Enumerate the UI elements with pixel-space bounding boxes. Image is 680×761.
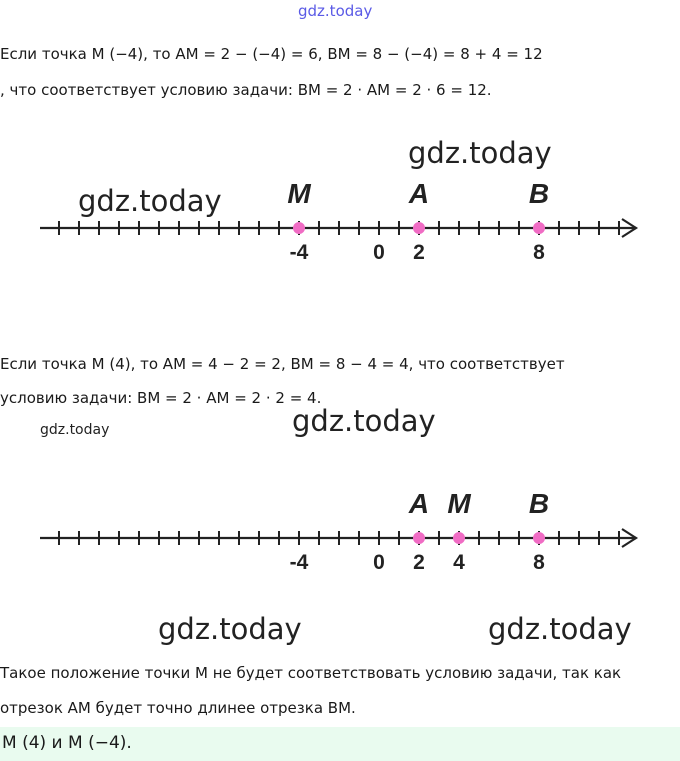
para1-line2: , что соответствует условию задачи: BM = 2 · AM = 2 · 6 = 12. [0, 81, 492, 99]
line2-point-a [413, 532, 425, 544]
line2-point-label-a: A [408, 488, 430, 519]
watermark-bottom-left: gdz.today [158, 612, 302, 646]
line1-point-label-b: B [528, 178, 550, 209]
line2-point-b [533, 532, 545, 544]
para2-line2: условию задачи: BM = 2 · AM = 2 · 2 = 4. [0, 389, 322, 407]
line2-point-m [453, 532, 465, 544]
line1-point-a [413, 222, 425, 234]
line2-point-label-m: M [447, 488, 471, 519]
line1-point-b [533, 222, 545, 234]
number-line-2 [0, 480, 680, 610]
line2-point-label-b: B [528, 488, 550, 519]
line1-tick-label: -4 [289, 241, 309, 264]
para1-line1: Если точка M (−4), то AM = 2 − (−4) = 6, BM = 8 − (−4) = 8 + 4 = 12 [0, 45, 543, 63]
watermark-top: gdz.today [298, 2, 373, 20]
line2-tick-label: 0 [373, 551, 385, 574]
line2-tick-label: -4 [289, 551, 309, 574]
line1-point-label-a: A [408, 178, 430, 209]
watermark-bottom-right: gdz.today [488, 612, 632, 646]
watermark-line1-left: gdz.today [78, 184, 222, 218]
line1-tick-label: 8 [533, 241, 545, 264]
watermark-mid: gdz.today [292, 404, 436, 438]
line1-point-m [293, 222, 305, 234]
para3-line2: отрезок AM будет точно длинее отрезка BM. [0, 699, 356, 717]
answer-text: M (4) и M (−4). [2, 733, 132, 753]
line2-tick-label: 4 [453, 551, 465, 574]
answer-box [0, 727, 680, 761]
para3-line1: Такое положение точки M не будет соответствовать условию задачи, так как [0, 664, 622, 682]
watermark-line1-right: gdz.today [408, 136, 552, 170]
para2-line1: Если точка M (4), то AM = 4 − 2 = 2, BM = 8 − 4 = 4, что соответствует [0, 355, 565, 373]
line2-tick-label: 2 [413, 551, 425, 574]
line1-tick-label: 0 [373, 241, 385, 264]
watermark-small: gdz.today [40, 422, 110, 438]
line2-tick-label: 8 [533, 551, 545, 574]
line1-tick-label: 2 [413, 241, 425, 264]
line1-point-label-m: M [287, 178, 311, 209]
